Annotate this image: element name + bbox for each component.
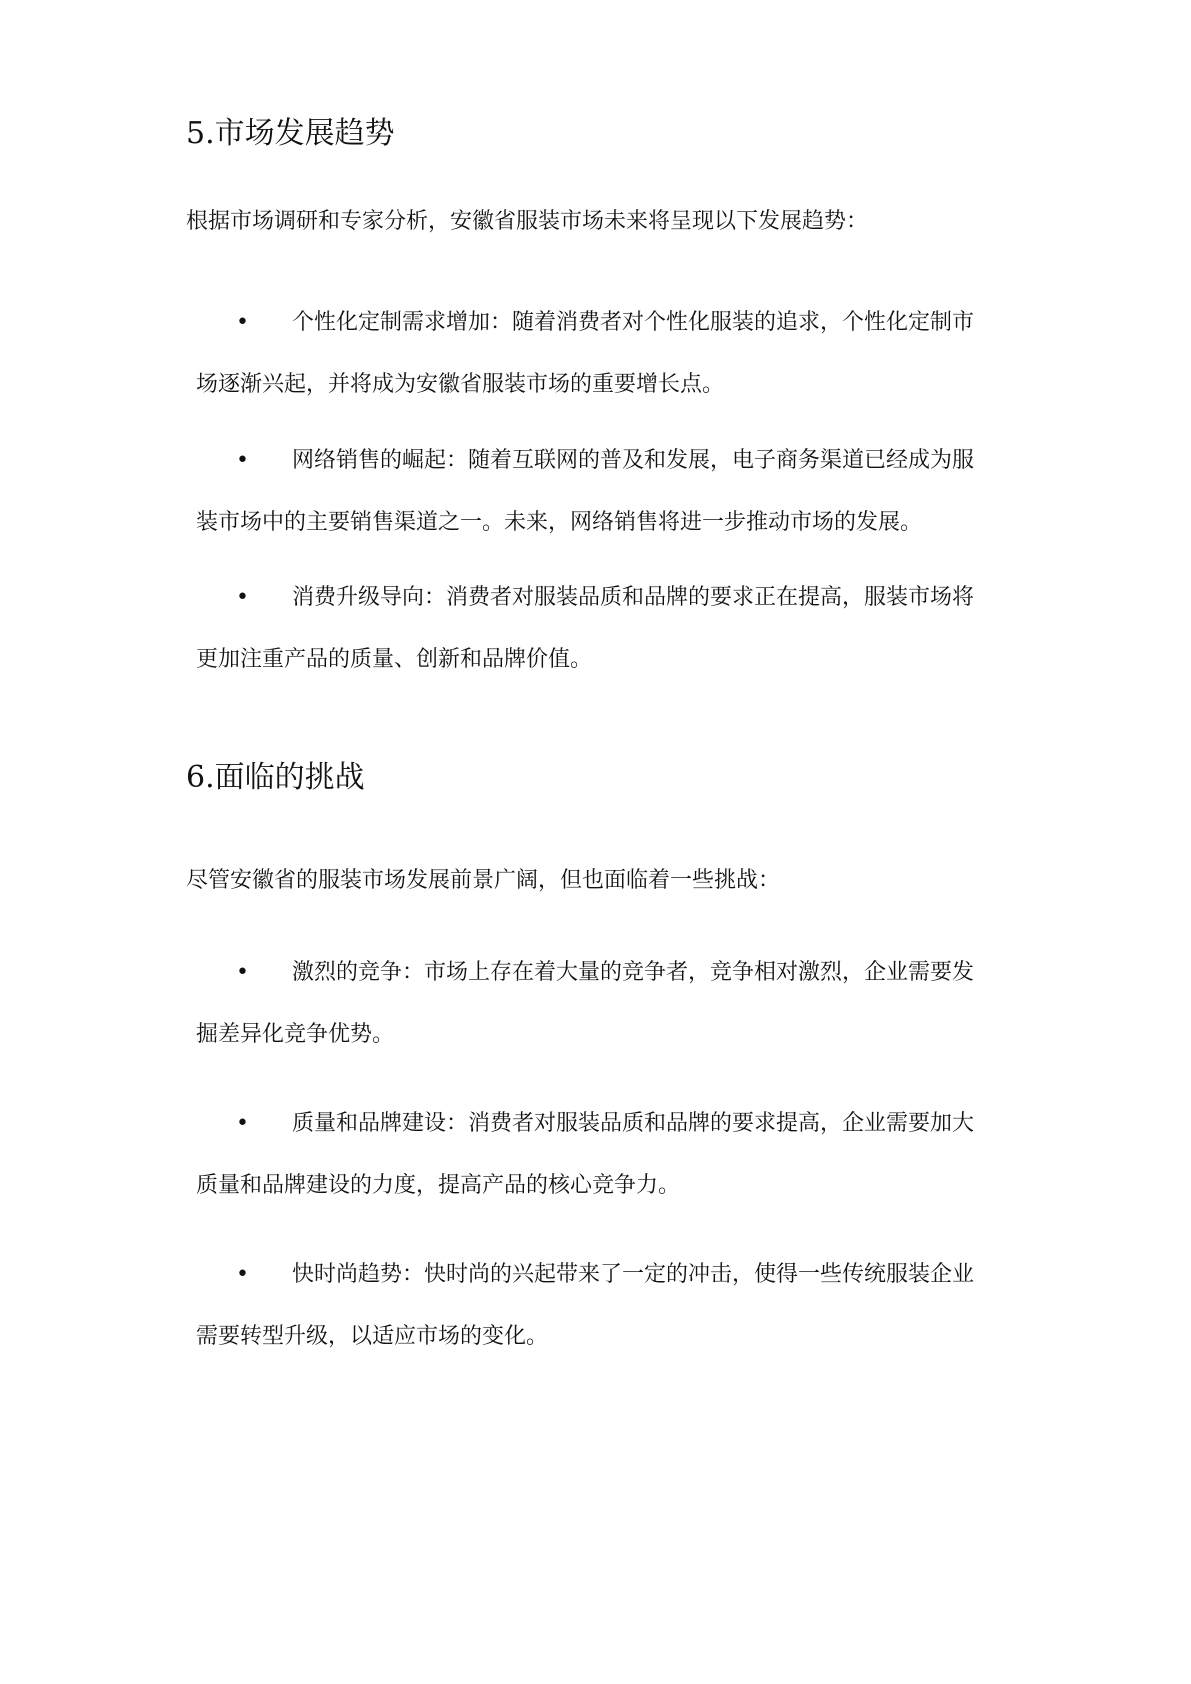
list-item-text-line-2: 质量和品牌建设的力度，提高产品的核心竞争力。	[196, 1173, 681, 1198]
list-item-text-line-2: 更加注重产品的质量、创新和品牌价值。	[196, 647, 593, 672]
bullet-icon: •	[236, 585, 249, 610]
list-item-text-line-1: 快时尚趋势：快时尚的兴起带来了一定的冲击，使得一些传统服装企业	[292, 1262, 975, 1287]
list-item-text-line-1: 消费升级导向：消费者对服装品质和品牌的要求正在提高，服装市场将	[292, 585, 975, 610]
list-item-text-line-1: 激烈的竞争：市场上存在着大量的竞争者，竞争相对激烈，企业需要发	[292, 960, 975, 985]
bullet-icon: •	[236, 1262, 249, 1287]
section-6-heading: 6.面临的挑战	[186, 760, 365, 795]
section-6-intro: 尽管安徽省的服装市场发展前景广阔，但也面临着一些挑战：	[186, 868, 781, 893]
list-item-text-line-2: 场逐渐兴起，并将成为安徽省服装市场的重要增长点。	[196, 372, 725, 397]
section-5-intro: 根据市场调研和专家分析，安徽省服装市场未来将呈现以下发展趋势：	[186, 209, 869, 234]
list-item-text-line-2: 掘差异化竞争优势。	[196, 1022, 395, 1047]
bullet-icon: •	[236, 448, 249, 473]
bullet-icon: •	[236, 960, 249, 985]
list-item-text-line-1: 质量和品牌建设：消费者对服装品质和品牌的要求提高，企业需要加大	[292, 1111, 975, 1136]
list-item-text-line-2: 需要转型升级，以适应市场的变化。	[196, 1324, 549, 1349]
list-item-text-line-1: 网络销售的崛起：随着互联网的普及和发展，电子商务渠道已经成为服	[292, 448, 975, 473]
bullet-icon: •	[236, 310, 249, 335]
list-item-text-line-1: 个性化定制需求增加：随着消费者对个性化服装的追求，个性化定制市	[292, 310, 975, 335]
bullet-icon: •	[236, 1111, 249, 1136]
list-item-text-line-2: 装市场中的主要销售渠道之一。未来，网络销售将进一步推动市场的发展。	[196, 510, 923, 535]
section-5-heading: 5.市场发展趋势	[186, 116, 395, 151]
